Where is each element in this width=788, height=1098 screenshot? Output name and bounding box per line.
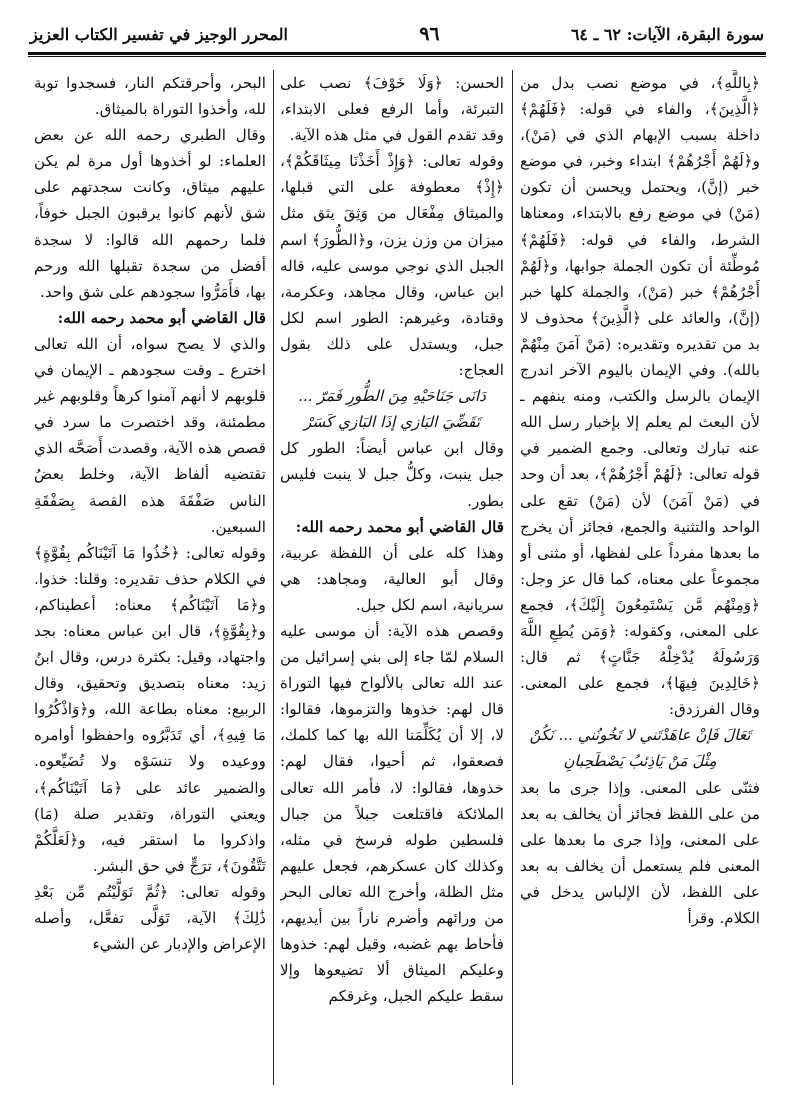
- paragraph: وقوله تعالى: ﴿ثُمَّ تَوَلَّيْتُم مِّن بَعْدِ ذَٰلِكَ﴾ الآية، تَوَلَّى تفعَّل، وأصله الإعراض والإدبار عن الشيء: [34, 882, 266, 954]
- author-heading: قال القاضي أبو محمد رحمه الله:: [57, 308, 266, 327]
- paragraph: والذي لا يصح سواه، أن الله تعالى اخترع ـ وقت سجودهم ـ الإيمان في قلوبهم لا أنهم آمنوا كرهاً وقلوبهم غير مطمئنة، وقد اختصرت ما سرد في قصص هذه الآية، وقصدت أَصَحَّه الذي تقتضيه ألفاظ الآية، وخلط بعضُ الناس صَفْقَةَ هذه القصة بِصَفْقَةِ السبعين.: [34, 334, 266, 536]
- paragraph: البحر، وأحرقتكم النار، فسجدوا توبة لله، وأخذوا التوراة بالميثاق.: [34, 74, 266, 119]
- author-heading: قال القاضي أبو محمد رحمه الله:: [295, 517, 504, 536]
- column-middle: [280, 70, 504, 1085]
- column-divider: [273, 70, 274, 1085]
- column-right: [520, 70, 760, 1085]
- page-number: ٩٦: [419, 23, 440, 45]
- page-header: [30, 20, 764, 48]
- column-divider: [512, 70, 513, 1085]
- book-title: المحرر الوجيز في تفسير الكتاب العزيز: [30, 24, 288, 44]
- column-left: [34, 70, 266, 1085]
- header-rule-thin: [28, 56, 766, 57]
- paragraph: وقوله تعالى: ﴿خُذُوا مَا آتَيْنَاكُم بِقُوَّةٍ﴾ في الكلام حذف تقديره: وقلنا: خذوا. و﴿مَا آتَيْنَاكُم﴾ معناه: أعطيناكم، و﴿بِقُوَّةٍ﴾، قال ابن عباس معناه: بجد واجتهاد، وقيل: بكثرة درس، وقال ابنُ زيد: معناه بتصديق وتحقيق، وقال الربيع: معناه بطاعة الله، و﴿وَاذْكُرُوا مَا فِيهِ﴾، أي تَدَبَّرُوه واحفظوا أوامره ووعيده ولا تنسَوْه ولا تُضَيِّعوه. والضمير عائد على ﴿مَا آتَيْنَاكُم﴾، ويعني التوراة، وتقدير صلة (مَا) واذكروا ما استقر فيه، و﴿لَعَلَّكُمْ تَتَّقُونَ﴾، ترَجٍّ في حق البشر.: [34, 543, 266, 875]
- verse: تَعَالَ فَإنْ عاهَدْتَني لا تَخُونُني ... نَكُنْ مِثْلَ مَنْ يَاذِئبُ يَصْطَحِبانِ: [529, 726, 751, 771]
- verse: دَانَى جَنَاحَيْهِ مِنَ الطُّورِ فَمَرّ ... تَقَضِّيَ البَازي إذَا البَازي كَسَرْ: [298, 387, 486, 432]
- paragraph: ﴿بِاللَّهِ﴾، في موضع نصب بدل من ﴿الَّذِينَ﴾، والفاء في قوله: ﴿فَلَهُمْ﴾ داخلة بسبب الإبهام الذي في (مَنْ)، و﴿لَهُمْ أَجْرُهُمْ﴾ ابتداء وخبر، في موضع خبر (إنَّ)، ويحتمل ويحسن أن تكون (مَنْ) في موضع رفع بالابتداء، ومعناها الشرط، والفاء في قوله: ﴿فَلَهُمْ﴾ مُوطِّئة أن تكون الجملة جوابها، و﴿لَهُمْ أَجْرُهُمْ﴾ خبر (مَنْ)، والجملة كلها خبر (إنَّ)، والعائد على ﴿الَّذِينَ﴾ محذوف لا بد من تقديره وتقديره: (مَنْ آمَنَ مِنْهُمْ بالله). وفي الإيمان باليوم الآخر اندرج الإيمان بالرسل والكتب، ومنه ينفهم ـ لأن البعث لم يعلم إلا بإخبار رسل الله عنه تبارك وتعالى. وجمع الضمير في قوله تعالى: ﴿لَهُمْ أَجْرُهُمْ﴾، بعد أن وحد في (مَنْ آمَنَ) لأن (مَنْ) تقع على الواحد والتثنية والجمع، فجائز أن يخرج ما بعدها مفرداً على لفظها، أو مثنى أو مجموعاً على معناه، كما قال عز وجل: ﴿وَمِنْهُم مَّن يَسْتَمِعُونَ إِلَيْكَ﴾، فجمع على المعنى، وكقوله: ﴿وَمَن يُطِعِ اللَّهَ وَرَسُولَهُ يُدْخِلْهُ جَنَّاتٍ﴾ ثم قال: ﴿خَالِدِينَ فِيهَا﴾، فجمع على المعنى. وقال الفرزدق:: [520, 74, 760, 719]
- surah-title: سورة البقرة، الآيات: ٦٢ ـ ٦٤: [570, 24, 764, 44]
- paragraph: وقوله تعالى: ﴿وَإِذْ أَخَذْنَا مِيثَاقَكُمْ﴾، ﴿إِذْ﴾ معطوفة على التي قبلها، والميثاق مِفْعَال من وَثِقَ يثق مثل ميزان من وزن يزن، و﴿الطُّورَ﴾ اسم الجبل الذي نوجي موسى عليه، قاله ابن عباس، وقال مجاهد، وعكرمة، وقتادة، وغيرهم: الطور اسم لكل جبل، ويستدل على ذلك بقول العجاج:: [280, 152, 504, 380]
- paragraph: فثنّى على المعنى. وإذا جرى ما بعد من على اللفظ فجائز أن يخالف به بعد على المعنى، وإذا جرى ما بعدها على المعنى فلم يستعمل أن يخالف به بعد على اللفظ، لأن الإلباس يدخل في الكلام. وقرأ: [520, 778, 760, 927]
- paragraph: وقال الطبري رحمه الله عن بعض العلماء: لو أخذوها أول مرة لم يكن عليهم ميثاق، وكانت سجدتهم على شق لأنهم كانوا يرقبون الجبل خوفاً، فلما رحمهم الله قالوا: لا سجدة أفضل من سجدة تقبلها الله ورحم بها، فأَمَرُّوا سجودهم على شق واحد.: [34, 126, 266, 301]
- header-rule: [28, 52, 766, 55]
- paragraph: وهذا كله على أن اللفظة عربية، وقال أبو العالية، ومجاهد: هي سريانية، اسم لكل جبل.: [280, 543, 504, 614]
- paragraph: الحسن: ﴿وَلَا خَوْفَ﴾ نصب على التبرئة، وأما الرفع فعلى الابتداء، وقد تقدم القول في مثل هذه الآية.: [280, 74, 504, 145]
- paragraph: وقال ابن عباس أيضاً: الطور كل جبل ينبت، وكلُّ جبل لا ينبت فليس بطور.: [280, 439, 504, 510]
- paragraph: وقصص هذه الآية: أن موسى عليه السلام لمّا جاء إلى بني إسرائيل من عند الله تعالى بالألواح فيها التوراة قال لهم: خذوها والتزموها، فقالوا: لا، إلا أن يُكَلِّمَنا الله بها كما كلمك، فصعقوا، ثم أحيوا، فقال لهم: خذوها، فقالوا: لا، فأمر الله تعالى الملائكة فاقتلعت جبلاً من جبال فلسطين طوله فرسخ في مثله، وكذلك كان عسكرهم، فجعل عليهم مثل الظلة، وأخرج الله تعالى البحر من ورائهم وأضرم ناراً بين أيديهم، فأحاط بهم غضبه، وقيل لهم: خذوها وعليكم الميثاق ألا تضيعوها وإلا سقط عليكم الجبل، وغرقكم: [280, 621, 504, 1006]
